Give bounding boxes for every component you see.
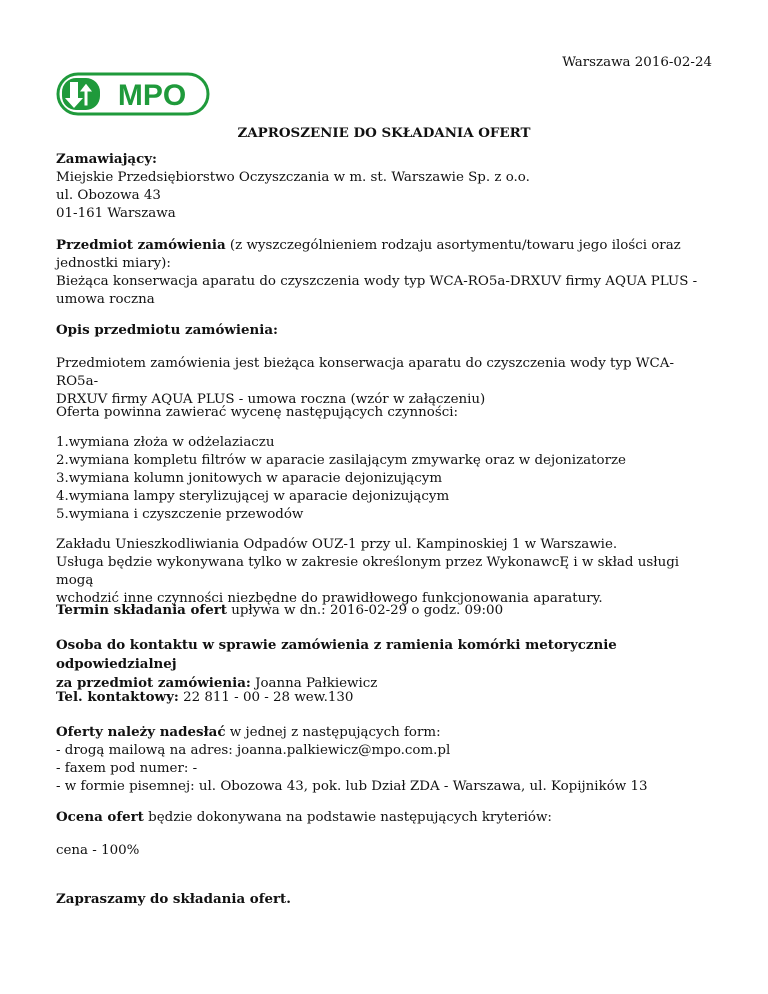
termin-label: Termin składania ofert [56, 602, 227, 618]
oferty-fax: - faxem pod numer: - [56, 761, 198, 776]
logo-text: MPO [117, 79, 187, 112]
zamawiajacy-street: ul. Obozowa 43 [56, 188, 161, 203]
zaklad-paragraph: Zakładu Unieszkodliwiania Odpadów OUZ-1 przy ul. Kampinoskiej 1 w Warszawie. Usługa będzie wykonywana tylko w zakresie określonym przez WykonawcĘ i w skład usługi mogą wchodzić inne czynności niezbędne do prawidłowego funkcjonowania aparatury. [56, 537, 680, 606]
termin-section [56, 601, 716, 620]
zamawiajacy-section [56, 150, 716, 223]
document-title: ZAPROSZENIE DO SKŁADANIA OFERT [237, 125, 531, 141]
opis-paragraph: Przedmiotem zamówienia jest bieżąca konserwacja aparatu do czyszczenia wody typ WCA-RO5a- DRXUV firmy AQUA PLUS - umowa roczna (wzór w załączeniu) [56, 356, 674, 407]
list-item: 3.wymiana kolumn jonitowych w aparacie dejonizującym [56, 471, 443, 486]
przedmiot-section [56, 236, 716, 309]
list-item: 1.wymiana złoża w odżelaziaczu [56, 435, 275, 450]
czynnosci-list [56, 434, 716, 524]
zamawiajacy-label: Zamawiający: [56, 151, 157, 167]
oferty-label: Oferty należy nadesłać [56, 724, 226, 740]
document-date: Warszawa 2016-02-24 [562, 55, 712, 70]
przedmiot-note-2: jednostki miary): [56, 256, 171, 271]
list-item: 2.wymiana kompletu filtrów w aparacie zasilającym zmywarkę oraz w dejonizatorze [56, 453, 626, 468]
list-item: 5.wymiana i czyszczenie przewodów [56, 507, 304, 522]
termin-text: upływa w dn.: 2016-02-29 o godz. 09:00 [226, 603, 504, 618]
tel-value: 22 811 - 00 - 28 wew.130 [178, 690, 354, 705]
osoba-section: Osoba do kontaktu w sprawie zamówienia z ramienia komórki metorycznie odpowiedzialnej za przedmiot zamówienia: Joanna Pałkiewicz [56, 637, 617, 691]
ocena-criterion: cena - 100% [56, 843, 140, 858]
closing-text: Zapraszamy do składania ofert. [56, 891, 291, 907]
przedmiot-desc-2: umowa roczna [56, 292, 155, 307]
oferty-section: Oferty należy nadesłać w jednej z następujących form: - drogą mailową na adres: joanna.palkiewicz@mpo.com.pl - faxem pod numer: - - w formie pisemnej: ul. Obozowa 43, pok. lub Dział ZDA - Warszawa, ul. Kopijników 13 [56, 723, 716, 796]
opis-label: Opis przedmiotu zamówienia: [56, 322, 278, 338]
mpo-logo [56, 72, 210, 116]
list-item: 4.wymiana lampy sterylizującej w aparacie dejonizującym [56, 489, 450, 504]
zamawiajacy-city: 01-161 Warszawa [56, 206, 176, 221]
przedmiot-label: Przedmiot zamówienia [56, 237, 226, 253]
tel-label: Tel. kontaktowy: [56, 689, 179, 705]
oferty-written: - w formie pisemnej: ul. Obozowa 43, pok. lub Dział ZDA - Warszawa, ul. Kopijników 13 [56, 779, 648, 794]
osoba-name: Joanna Pałkiewicz [250, 676, 378, 691]
oferty-email: - drogą mailową na adres: joanna.palkiewicz@mpo.com.pl [56, 743, 451, 758]
przedmiot-desc: Bieżąca konserwacja aparatu do czyszczenia wody typ WCA-RO5a-DRXUV firmy AQUA PLUS - [56, 274, 698, 289]
ocena-label: Ocena ofert [56, 809, 144, 825]
opis-intro: Oferta powinna zawierać wycenę następujących czynności: [56, 405, 459, 420]
zamawiajacy-name: Miejskie Przedsiębiorstwo Oczyszczania w m. st. Warszawie Sp. z o.o. [56, 170, 530, 185]
ocena-section: Ocena ofert będzie dokonywana na podstawie następujących kryteriów: [56, 809, 552, 825]
tel-section [56, 688, 716, 707]
przedmiot-note: (z wyszczególnieniem rodzaju asortymentu/towaru jego ilości oraz [225, 238, 681, 253]
